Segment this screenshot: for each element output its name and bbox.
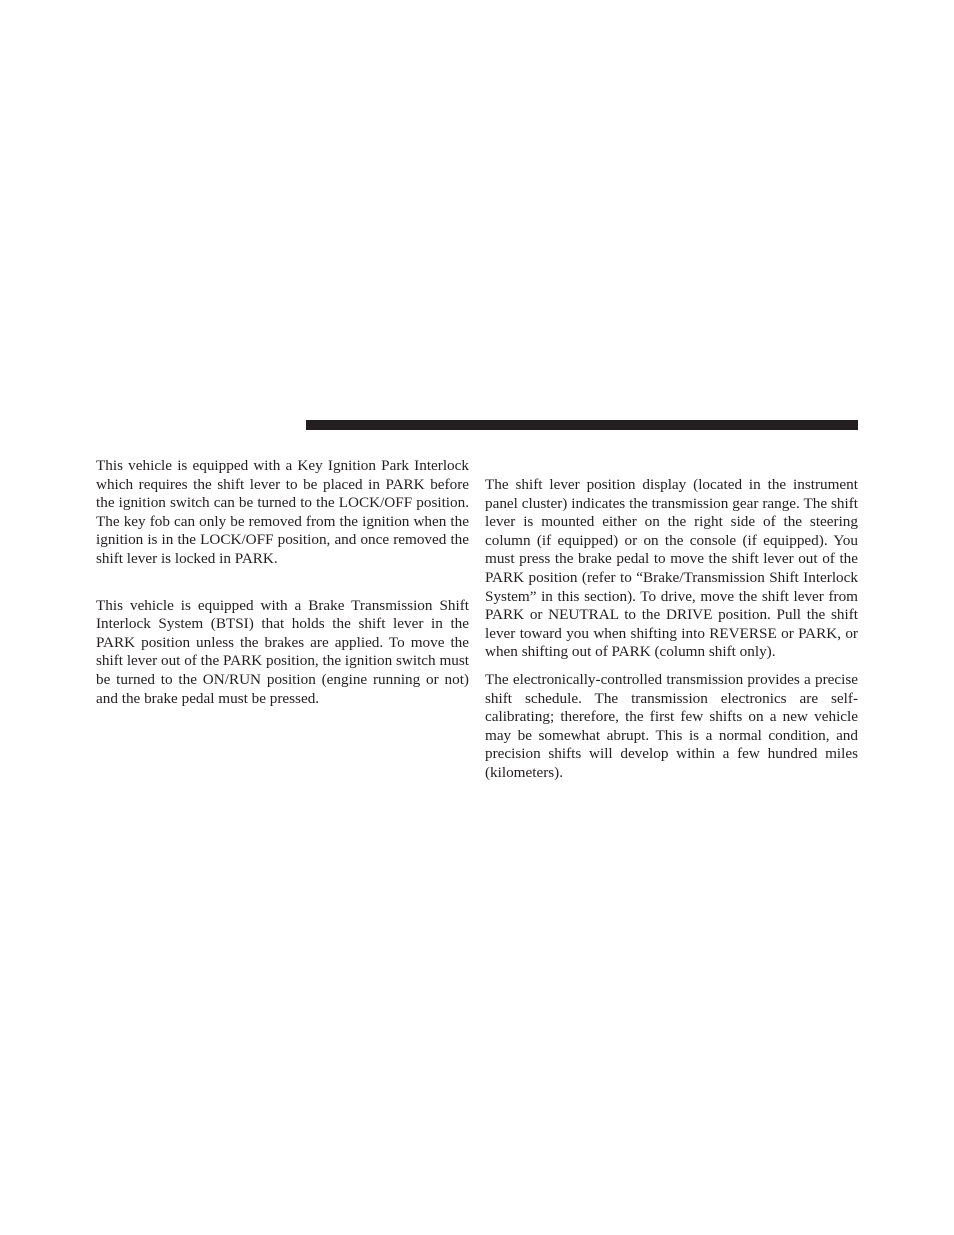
left-column: [96, 457, 469, 708]
key-ignition-park-interlock-paragraph: This vehicle is equipped with a Key Ignition Park Interlock which requires the shift lever to be placed in PARK before the ignition switch can be turned to the LOCK/​OFF position. The key fob can only be removed from the ignition when the ignition is in the LOCK/OFF position, and once removed the shift lever is locked in PARK.: [96, 457, 469, 567]
electronic-transmission-paragraph: The electronically-controlled transmission provides a precise shift schedule. The transmission electronics are self-calibrating; therefore, the first few shifts on a new vehicle may be somewhat abrupt. This is a normal condition, and precision shifts will develop within a few hundred miles (kilometers).: [485, 670, 858, 781]
brake-transmission-shift-interlock-paragraph: This vehicle is equipped with a Brake Transmission Shift Interlock System (BTSI) that holds the shift lever in the PARK position unless the brakes are applied. To move the shift lever out of the PARK position, the ignition switch must be turned to the ON/RUN position (engine running or not) and the brake pedal must be pressed.: [96, 596, 469, 707]
section-header-rule: [306, 420, 858, 430]
shift-lever-position-display-paragraph: The shift lever position display (located in the instrument panel cluster) indicates the transmission gear range. The shift lever is mounted either on the right side of the steering column (if equipped) or on the console (if equipped). You must press the brake pedal to move the shift lever out of the PARK position (refer to “Brake/​Transmission Shift Interlock System” in this section). To drive, move the shift lever from PARK or NEUTRAL to the DRIVE position. Pull the shift lever toward you when shifting into REVERSE or PARK, or when shifting out of PARK (column shift only).: [485, 476, 858, 661]
right-column: [485, 476, 858, 783]
